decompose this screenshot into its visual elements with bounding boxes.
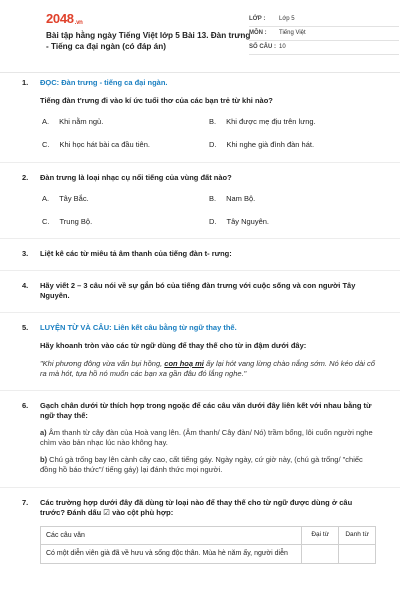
meta-value: Tiếng Việt: [279, 30, 306, 37]
option-text: Trung Bộ.: [59, 216, 93, 226]
question-1: [24, 78, 376, 151]
meta-row-subject: [249, 27, 399, 41]
item-label: a): [40, 428, 47, 437]
answer-table: [40, 526, 376, 564]
checkbox-cell[interactable]: [339, 545, 376, 563]
question-6: [24, 401, 376, 476]
item-text: Chú gà trống bay lên cành cây cao, cất tiếng gáy. Ngày ngày, cứ giờ này, (chú gà trống/ "chiếc đồng hồ báo thức"/ tiếng gáy) lại đánh thức mọi người.: [40, 455, 363, 475]
option-b[interactable]: [209, 117, 376, 127]
divider: [0, 270, 400, 271]
option-text: Nam Bộ.: [226, 193, 256, 203]
table-header-cell: Danh từ: [339, 526, 376, 544]
question-number: 6.: [22, 400, 29, 410]
meta-row-class: [249, 13, 399, 27]
options: [40, 117, 376, 150]
question-number: 1.: [22, 78, 29, 87]
section-title: LUYỆN TỪ VÀ CÂU: Liên kết câu bằng từ ngữ thay thế.: [40, 323, 237, 333]
divider: [0, 487, 400, 488]
divider: [0, 390, 400, 391]
table-header-cell: Đại từ: [302, 526, 339, 544]
item-a: [40, 428, 376, 448]
option-letter: A.: [42, 117, 50, 127]
option-b[interactable]: [209, 194, 376, 204]
option-letter: B.: [209, 117, 217, 127]
question-text: Tiếng đàn t'rưng đi vào kí ức tuổi thơ của các bạn trẻ từ khi nào?: [40, 96, 273, 106]
question-number: 7.: [22, 497, 29, 507]
quote-text: ấy lại hót vang lừng chào nắng sớm. Nó kéo dài cổ ra mà hót, tựa hồ nó muốn các bạn xa gần đâu đó lắng nghe.": [40, 358, 375, 378]
table-header-row: [41, 526, 376, 544]
option-text: Khi học hát bài ca đầu tiên.: [59, 140, 150, 150]
option-text: Tây Nguyên.: [226, 216, 270, 226]
page-title: Bài tập hằng ngày Tiếng Việt lớp 5 Bài 13. Đàn trưng - Tiếng ca đại ngàn (có đáp án): [46, 31, 251, 52]
header-divider: [0, 72, 400, 73]
option-letter: C.: [42, 216, 50, 226]
divider: [0, 162, 400, 163]
option-letter: B.: [209, 193, 217, 203]
section-title: ĐỌC: Đàn trưng - tiếng ca đại ngàn.: [40, 78, 168, 87]
header: [24, 0, 376, 68]
meta-panel: [249, 13, 399, 55]
meta-value: Lớp 5: [279, 16, 295, 23]
meta-key: SỐ CÂU :: [249, 44, 276, 51]
divider: [0, 312, 400, 313]
highlighted-word[interactable]: con hoạ mi: [164, 358, 204, 368]
meta-row-count: [249, 41, 399, 55]
question-number: 2.: [22, 172, 29, 182]
question-number: 3.: [22, 248, 29, 258]
option-letter: D.: [209, 216, 217, 226]
option-c[interactable]: [42, 140, 209, 150]
divider: [0, 238, 400, 239]
site-logo[interactable]: [46, 10, 83, 28]
option-text: Khi nằm ngủ.: [59, 117, 104, 127]
option-d[interactable]: [209, 217, 376, 227]
question-number: 5.: [22, 323, 29, 333]
meta-key: LỚP :: [249, 16, 266, 23]
instruction-text: Hãy khoanh tròn vào các từ ngữ dùng để thay thế cho từ in đậm dưới đây:: [40, 341, 307, 351]
option-letter: D.: [209, 140, 217, 150]
quote-passage: [40, 359, 376, 379]
item-text: Âm thanh từ cây đàn của Hoà vang lên. (Âm thanh/ Cây đàn/ Nó) trầm bổng, lôi cuốn người nghe chìm vào bản nhạc lúc nào không hay.: [40, 428, 373, 448]
logo-suffix: .vn: [74, 20, 83, 27]
question-3: [24, 249, 376, 259]
option-a[interactable]: [42, 117, 209, 127]
option-text: Khi được mẹ địu trên lưng.: [226, 117, 316, 127]
question-text: Liệt kê các từ miêu tả âm thanh của tiếng đàn t- rưng:: [40, 248, 232, 258]
question-text: Đàn trưng là loại nhạc cụ nổi tiếng của vùng đất nào?: [40, 172, 232, 182]
table-cell: Có một diễn viên già đã về hưu và sống độc thân. Mùa hè năm ấy, người diễn: [41, 545, 302, 563]
option-c[interactable]: [42, 217, 209, 227]
item-b: [40, 455, 376, 475]
meta-key: MÔN :: [249, 30, 267, 37]
question-2: [24, 173, 376, 227]
question-text: Các trường hợp dưới đây đã dùng từ loại nào để thay thế cho từ ngữ được dùng ở câu trước? Đánh dấu ☑ vào cột phù hợp:: [40, 497, 353, 517]
question-7: [24, 498, 376, 564]
question-5: [24, 323, 376, 379]
checkbox-cell[interactable]: [302, 545, 339, 563]
table-row: [41, 545, 376, 563]
quote-text: "Khi phương đông vừa vẩn bụi hồng,: [40, 358, 165, 368]
options: [40, 194, 376, 227]
question-list: [24, 78, 376, 575]
option-d[interactable]: [209, 140, 376, 150]
table-header-cell: Các câu văn: [41, 526, 302, 544]
option-text: Khi nghe già đình đàn hát.: [226, 140, 315, 150]
option-text: Tây Bắc.: [59, 193, 89, 203]
logo-text: 2048: [46, 11, 74, 26]
item-label: b): [40, 455, 48, 465]
question-number: 4.: [22, 281, 29, 290]
question-text: Hãy viết 2 – 3 câu nói về sự gắn bó của tiếng đàn trưng với cuộc sống và con người Tây Nguyên.: [40, 281, 356, 301]
meta-value: 10: [279, 44, 286, 51]
question-text: Gạch chân dưới từ thích hợp trong ngoặc để các câu văn dưới đây liên kết với nhau bằng từ ngữ thay thế:: [40, 400, 372, 420]
question-4: [24, 281, 376, 301]
option-a[interactable]: [42, 194, 209, 204]
option-letter: C.: [42, 140, 50, 150]
option-letter: A.: [42, 193, 50, 203]
